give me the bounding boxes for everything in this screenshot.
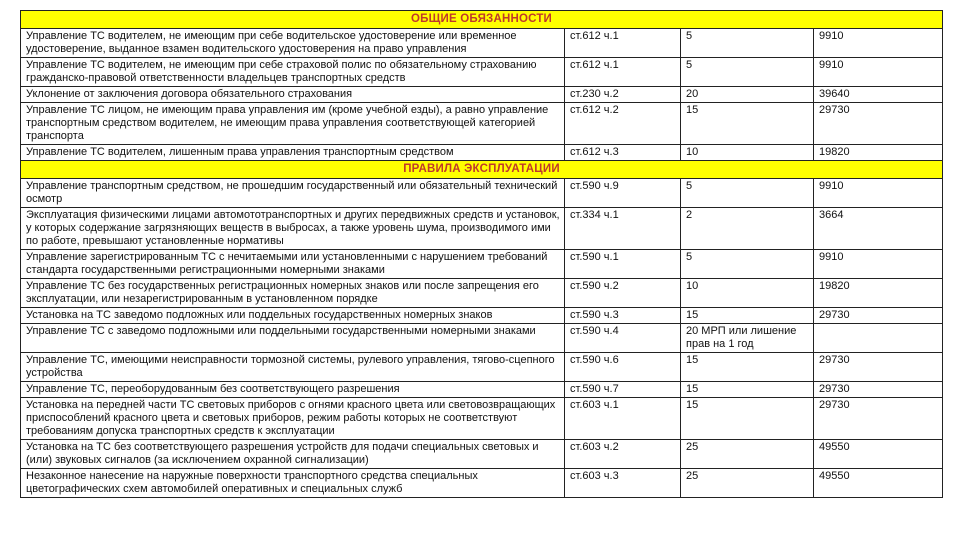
- article-cell: ст.603 ч.2: [565, 440, 681, 469]
- article-cell: ст.590 ч.7: [565, 382, 681, 398]
- table-row: [21, 324, 943, 353]
- table-row: [21, 279, 943, 308]
- fines-table-body: [21, 11, 943, 498]
- table-row: [21, 29, 943, 58]
- fine-amount-cell: [814, 324, 943, 353]
- fine-amount-cell: 49550: [814, 440, 943, 469]
- fine-amount-cell: 9910: [814, 179, 943, 208]
- violation-description-cell: Уклонение от заключения договора обязательного страхования: [21, 87, 565, 103]
- fines-table: [20, 10, 943, 498]
- mrp-cell: 20: [681, 87, 814, 103]
- violation-description-cell: Управление транспортным средством, не прошедшим государственный или обязательный технический осмотр: [21, 179, 565, 208]
- mrp-cell: 15: [681, 382, 814, 398]
- table-row: [21, 87, 943, 103]
- section-header-row: [21, 161, 943, 179]
- violation-description-cell: Управление ТС без государственных регистрационных номерных знаков или после запрещения его эксплуатации, или незарегистрированным в установленном порядке: [21, 279, 565, 308]
- fine-amount-cell: 9910: [814, 29, 943, 58]
- article-cell: ст.612 ч.2: [565, 103, 681, 145]
- table-row: [21, 250, 943, 279]
- table-row: [21, 179, 943, 208]
- mrp-cell: 20 МРП или лишение прав на 1 год: [681, 324, 814, 353]
- fine-amount-cell: 29730: [814, 398, 943, 440]
- section-title: ПРАВИЛА ЭКСПЛУАТАЦИИ: [21, 161, 943, 179]
- fine-amount-cell: 29730: [814, 382, 943, 398]
- violation-description-cell: Управление ТС водителем, лишенным права управления транспортным средством: [21, 145, 565, 161]
- article-cell: ст.612 ч.1: [565, 29, 681, 58]
- violation-description-cell: Управление ТС, имеющими неисправности тормозной системы, рулевого управления, тягово-сцепного устройства: [21, 353, 565, 382]
- violation-description-cell: Установка на передней части ТС световых приборов с огнями красного цвета или световозвращающих приспособлений красного цвета и световых приборов, режим работы которых не соответствуют требованиям допуска транспортных средств к эксплуатации: [21, 398, 565, 440]
- table-row: [21, 440, 943, 469]
- article-cell: ст.590 ч.3: [565, 308, 681, 324]
- table-row: [21, 208, 943, 250]
- fine-amount-cell: 39640: [814, 87, 943, 103]
- mrp-cell: 15: [681, 398, 814, 440]
- article-cell: ст.334 ч.1: [565, 208, 681, 250]
- section-header-row: [21, 11, 943, 29]
- table-row: [21, 398, 943, 440]
- fine-amount-cell: 29730: [814, 308, 943, 324]
- violation-description-cell: Управление зарегистрированным ТС с нечитаемыми или установленными с нарушением требований стандарта государственными регистрационными номерными знаками: [21, 250, 565, 279]
- article-cell: ст.590 ч.1: [565, 250, 681, 279]
- mrp-cell: 15: [681, 308, 814, 324]
- fine-amount-cell: 3664: [814, 208, 943, 250]
- table-row: [21, 353, 943, 382]
- violation-description-cell: Управление ТС водителем, не имеющим при себе страховой полис по обязательному страхованию гражданско-правовой ответственности владельцев транспортных средств: [21, 58, 565, 87]
- mrp-cell: 2: [681, 208, 814, 250]
- article-cell: ст.603 ч.3: [565, 469, 681, 498]
- article-cell: ст.590 ч.9: [565, 179, 681, 208]
- violation-description-cell: Управление ТС с заведомо подложными или поддельными государственными номерными знаками: [21, 324, 565, 353]
- mrp-cell: 5: [681, 58, 814, 87]
- violation-description-cell: Управление ТС лицом, не имеющим права управления им (кроме учебной езды), а равно управление транспортным средством водителем, не имеющим права управления соответствующей категорией транспорта: [21, 103, 565, 145]
- article-cell: ст.230 ч.2: [565, 87, 681, 103]
- table-row: [21, 145, 943, 161]
- table-row: [21, 103, 943, 145]
- article-cell: ст.590 ч.4: [565, 324, 681, 353]
- violation-description-cell: Управление ТС, переоборудованным без соответствующего разрешения: [21, 382, 565, 398]
- fine-amount-cell: 19820: [814, 145, 943, 161]
- article-cell: ст.612 ч.1: [565, 58, 681, 87]
- fine-amount-cell: 9910: [814, 250, 943, 279]
- fine-amount-cell: 49550: [814, 469, 943, 498]
- mrp-cell: 10: [681, 145, 814, 161]
- fine-amount-cell: 9910: [814, 58, 943, 87]
- mrp-cell: 5: [681, 250, 814, 279]
- section-title: ОБЩИЕ ОБЯЗАННОСТИ: [21, 11, 943, 29]
- violation-description-cell: Незаконное нанесение на наружные поверхности транспортного средства специальных цветографических схем автомобилей оперативных и специальных служб: [21, 469, 565, 498]
- article-cell: ст.612 ч.3: [565, 145, 681, 161]
- table-row: [21, 58, 943, 87]
- mrp-cell: 15: [681, 103, 814, 145]
- mrp-cell: 15: [681, 353, 814, 382]
- table-row: [21, 469, 943, 498]
- mrp-cell: 25: [681, 440, 814, 469]
- violation-description-cell: Установка на ТС заведомо подложных или поддельных государственных номерных знаков: [21, 308, 565, 324]
- fine-amount-cell: 29730: [814, 103, 943, 145]
- article-cell: ст.603 ч.1: [565, 398, 681, 440]
- mrp-cell: 25: [681, 469, 814, 498]
- table-row: [21, 382, 943, 398]
- table-row: [21, 308, 943, 324]
- violation-description-cell: Установка на ТС без соответствующего разрешения устройств для подачи специальных световых и (или) звуковых сигналов (за исключением охранной сигнализации): [21, 440, 565, 469]
- article-cell: ст.590 ч.6: [565, 353, 681, 382]
- article-cell: ст.590 ч.2: [565, 279, 681, 308]
- violation-description-cell: Эксплуатация физическими лицами автомототранспортных и других передвижных средств и установок, у которых содержание загрязняющих веществ в выбросах, а также уровень шума, производимого ими по работе, превышают установленные нормативы: [21, 208, 565, 250]
- mrp-cell: 5: [681, 29, 814, 58]
- mrp-cell: 10: [681, 279, 814, 308]
- mrp-cell: 5: [681, 179, 814, 208]
- violation-description-cell: Управление ТС водителем, не имеющим при себе водительское удостоверение или временное удостоверение, выданное взамен водительского удостоверения на право управления: [21, 29, 565, 58]
- fine-amount-cell: 19820: [814, 279, 943, 308]
- fine-amount-cell: 29730: [814, 353, 943, 382]
